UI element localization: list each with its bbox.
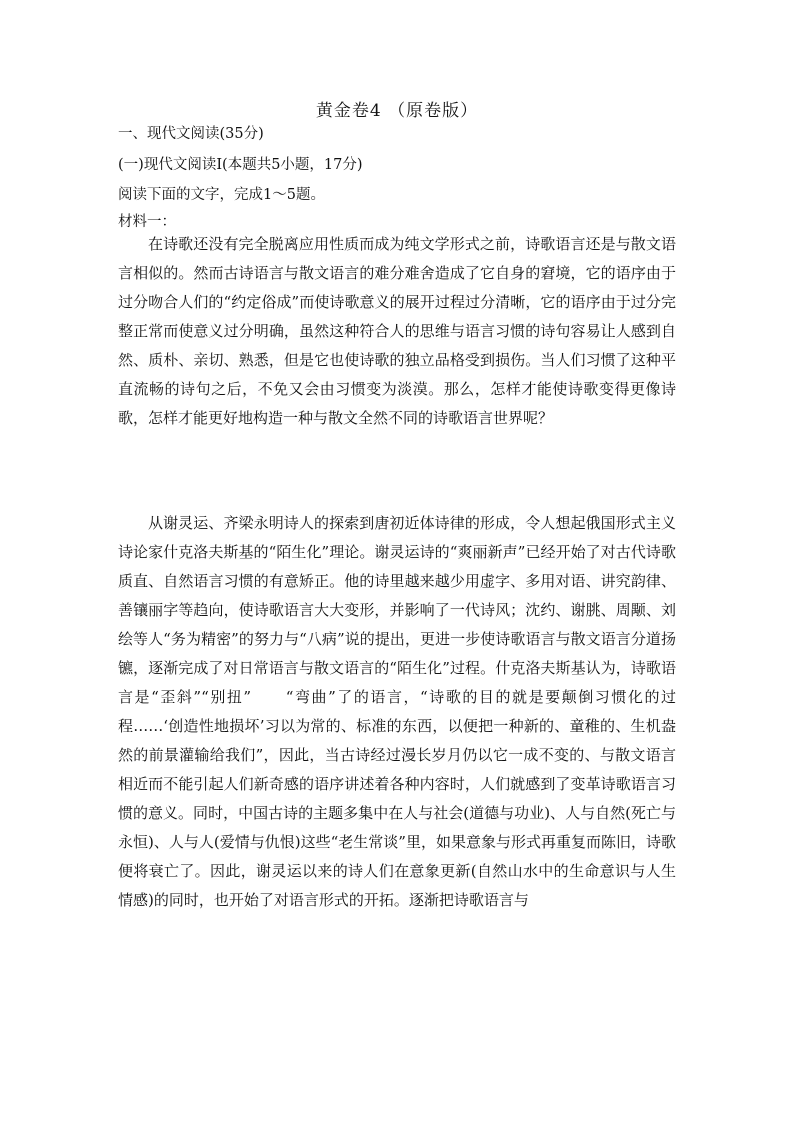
body-paragraph: 从谢灵运、齐梁永明诗人的探索到唐初近体诗律的形成，令人想起俄国形式主义诗论家什克洛夫斯基的“陌生化”理论。谢灵运诗的“爽丽新声”已经开始了对古代诗歌质直、自然语言习惯的有意矫正。他的诗里越来越少用虚字、多用对语、讲究韵律、善镶丽字等趋向，使诗歌语言大大变形，并影响了一代诗风；沈约、谢朓、周颙、刘绘等人“务为精密”的努力与“八病”说的提出，更进一步使诗歌语言与散文语言分道扬镳，逐渐完成了对日常语言与散文语言的“陌生化”过程。什克洛夫斯基认为，诗歌语言是“歪斜”“别扭” “弯曲”了的语言，“诗歌的目的就是要颠倒习惯化的过程……‘创造性地损坏’习以为常的、标准的东西，以便把一种新的、童稚的、生机盎然的前景灌输给我们”，因此，当古诗经过漫长岁月仍以它一成不变的、与散文语言相近而不能引起人们新奇感的语序讲述着各种内容时，人们就感到了变革诗歌语言习惯的意义。同时，中国古诗的主题多集中在人与社会(道德与功业)、人与自然(死亡与永恒)、人与人(爱情与仇恨)这些“老生常谈”里，如果意象与形式再重复而陈旧，诗歌便将衰亡了。因此，谢灵运以来的诗人们在意象更新(自然山水中的生命意识与人生情感)的同时，也开始了对语言形式的开拓。逐渐把诗歌语言与 xyxy=(118,514,676,909)
material-label: 材料一： xyxy=(118,214,176,230)
subsection-heading: (一)现代文阅读Ⅰ(本题共5小题，17分) xyxy=(118,157,363,173)
body-paragraph: 在诗歌还没有完全脱离应用性质而成为纯文学形式之前，诗歌语言还是与散文语言相似的。然而古诗语言与散文语言的难分难舍造成了它自身的窘境，它的语序由于过分吻合人们的“约定俗成”而使诗歌意义的展开过程过分清晰，它的语序由于过分完整正常而使意义过分明确，虽然这种符合人的思维与语言习惯的诗句容易让人感到自然、质朴、亲切、熟悉，但是它也使诗歌的独立品格受到损伤。当人们习惯了这种平直流畅的诗句之后，不免又会由习惯变为淡漠。那么，怎样才能使诗歌变得更像诗歌，怎样才能更好地构造一种与散文全然不同的诗歌语言世界呢？ xyxy=(118,235,676,427)
section-heading: 一、现代文阅读(35分) xyxy=(118,126,264,142)
reading-instruction: 阅读下面的文字，完成1～5题。 xyxy=(118,187,325,203)
document-title: 黄金卷4 （原卷版） xyxy=(315,101,479,121)
